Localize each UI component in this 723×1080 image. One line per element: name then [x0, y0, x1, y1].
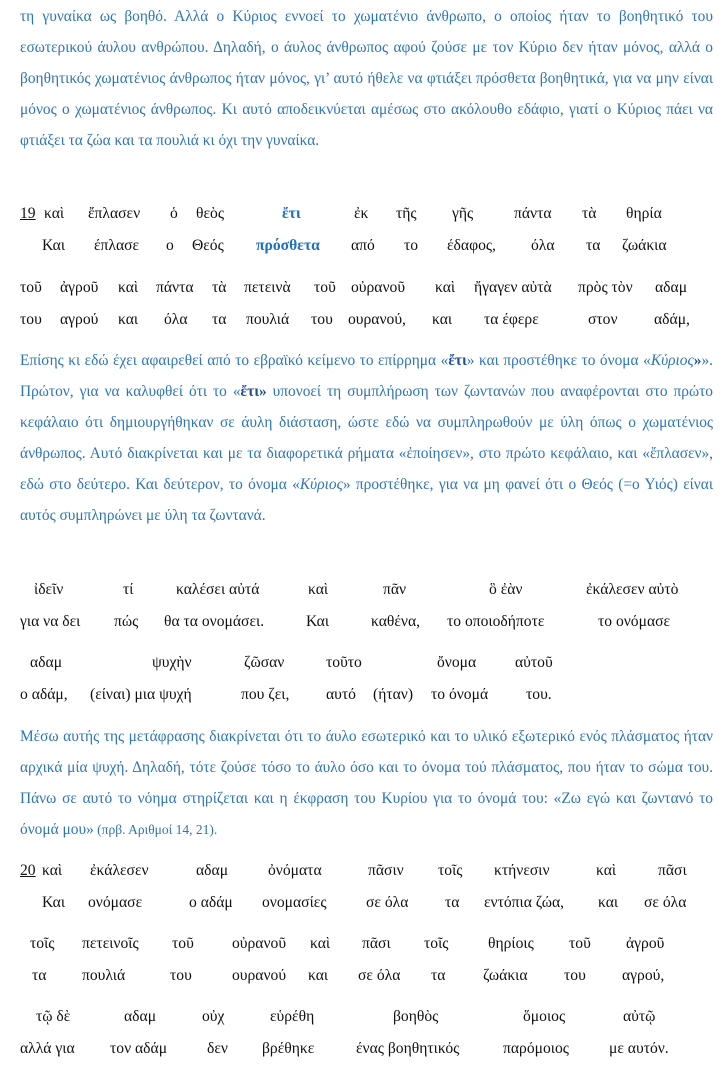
greek-word: πᾶν	[383, 581, 407, 598]
greek-word: πᾶσι	[658, 862, 687, 879]
modern-word: έπλασε	[94, 237, 140, 254]
commentary-intro: τη γυναίκα ως βοηθό. Αλλά ο Κύριος εννοεί το χωματένιο άνθρωπο, ο οποίος ήταν το βοηθητικό του εσωτερικού άυλου ανθρώπου. Δηλαδή, ο άυλος άνθρωπος αφού ζούσε με τον Κύριο δεν ήταν μόνος, αλλά ο βοηθητικός χωματένιος άνθρωπος ήταν μόνος, γι’ αυτό ήθελε να φτιάξει πρόσθετα βοηθητικά, για να μην είναι μόνος ο χωματένιος άνθρωπος. Κι αυτό αποδεικνύεται αμέσως στο ακόλουθο εδάφιο, γιατί ο Κύριος πάει να φτιάξει τα ζώα και τα πουλιά κι όχι την γυναίκα.	[20, 8, 713, 149]
modern-word: όλα	[164, 311, 188, 328]
greek-word: αὐτοῦ	[515, 654, 553, 671]
modern-word: με αυτόν.	[609, 1040, 669, 1057]
greek-word: καλέσει αὐτά	[176, 581, 260, 598]
modern-word: (ήταν)	[373, 686, 414, 703]
modern-word: έδαφος,	[447, 237, 496, 254]
interlinear-modern-row	[0, 1040, 723, 1062]
modern-word: τον αδάμ	[110, 1040, 168, 1057]
modern-word: πρόσθετα	[256, 237, 320, 254]
modern-word: (είναι) μια ψυχή	[90, 686, 192, 703]
greek-word: καὶ	[308, 581, 329, 598]
emphasis-eti-2: ἔτι»	[240, 383, 267, 400]
greek-word: εὑρέθη	[270, 1008, 315, 1025]
modern-word: τα	[445, 894, 460, 911]
greek-word: τῷ δὲ	[36, 1008, 71, 1025]
greek-word: ὁ	[170, 205, 178, 222]
modern-word: και	[598, 894, 619, 911]
greek-word: τοῦ	[172, 935, 194, 952]
verse-number: 20	[20, 862, 36, 879]
modern-word: θα τα ονομάσει.	[164, 613, 265, 630]
modern-word: αυτό	[326, 686, 356, 703]
interlinear-greek-row	[0, 279, 723, 301]
modern-word: στον	[588, 311, 618, 328]
greek-word: τὰ	[212, 279, 227, 296]
greek-word: θηρίοις	[488, 935, 534, 952]
modern-word: τα	[431, 967, 446, 984]
greek-word: θηρία	[626, 205, 662, 222]
greek-word: ὀνόματα	[268, 862, 322, 879]
greek-word: ψυχὴν	[152, 654, 192, 671]
greek-word: τῆς	[396, 205, 417, 222]
greek-word: ἐκ	[354, 205, 369, 222]
greek-word: ἰδεῖν	[34, 581, 64, 598]
greek-word: καὶ	[118, 279, 139, 296]
interlinear-modern-row	[0, 311, 723, 333]
modern-word: του	[564, 967, 586, 984]
modern-word: όλα	[531, 237, 555, 254]
greek-word: τοῖς	[424, 935, 449, 952]
interlinear-modern-row	[0, 967, 723, 989]
greek-word: ὃ ἐὰν	[489, 581, 523, 598]
greek-word: τοῦ	[314, 279, 336, 296]
modern-word: το	[404, 237, 419, 254]
modern-word: βρέθηκε	[262, 1040, 315, 1057]
greek-word: οὐχ	[202, 1008, 225, 1025]
emphasis-kyrios: Κύριος	[650, 352, 694, 369]
modern-word: και	[118, 311, 139, 328]
greek-word: τοῦτο	[326, 654, 362, 671]
greek-word: γῆς	[452, 205, 474, 222]
modern-word: αγρού,	[622, 967, 665, 984]
interlinear-greek-row	[0, 581, 723, 603]
modern-word: αλλά για	[20, 1040, 75, 1057]
greek-word: οὐρανοῦ	[232, 935, 287, 952]
interlinear-modern-row	[0, 894, 723, 916]
modern-word: το οποιοδήποτε	[447, 613, 545, 630]
modern-word: αγρού	[60, 311, 99, 328]
greek-word: καὶ	[44, 205, 65, 222]
greek-word: πᾶσιν	[368, 862, 404, 879]
interlinear-greek-row	[0, 1008, 723, 1030]
modern-word: ο αδάμ,	[20, 686, 68, 703]
modern-word: σε όλα	[358, 967, 401, 984]
greek-word: ἔτι	[282, 205, 301, 222]
greek-word: κτήνεσιν	[494, 862, 550, 879]
greek-word: καὶ	[42, 862, 63, 879]
greek-word: τὰ	[582, 205, 597, 222]
modern-word: τα	[32, 967, 47, 984]
modern-word: καθένα,	[371, 613, 421, 630]
greek-word: οὐρανοῦ	[351, 279, 406, 296]
modern-word: σε όλα	[644, 894, 687, 911]
modern-word: ζωάκια	[622, 237, 667, 254]
greek-word: ἐκάλεσεν	[90, 862, 149, 879]
modern-word: για να δει	[20, 613, 81, 630]
greek-word: καὶ	[596, 862, 617, 879]
modern-word: δεν	[207, 1040, 228, 1057]
modern-word: και	[308, 967, 329, 984]
interlinear-greek-row	[0, 862, 723, 884]
modern-word: πουλιά	[82, 967, 126, 984]
greek-word: τοῦ	[569, 935, 591, 952]
greek-word: αδαμ	[196, 862, 229, 879]
modern-word: του	[311, 311, 333, 328]
interlinear-modern-row	[0, 613, 723, 635]
greek-word: πετεινοῖς	[82, 935, 139, 952]
greek-word: τοῖς	[30, 935, 55, 952]
greek-word: αδαμ	[30, 654, 63, 671]
modern-word: εντόπια ζώα,	[484, 894, 565, 911]
greek-word: πάντα	[514, 205, 552, 222]
modern-word: παρόμοιος	[503, 1040, 569, 1057]
modern-word: ένας βοηθητικός	[356, 1040, 460, 1057]
greek-word: τοῦ	[20, 279, 42, 296]
greek-word: ὅμοιος	[523, 1008, 566, 1025]
greek-word: πᾶσι	[362, 935, 391, 952]
greek-word: καὶ	[435, 279, 456, 296]
modern-word: Και	[42, 894, 66, 911]
greek-word: τί	[123, 581, 134, 598]
modern-word: αδάμ,	[654, 311, 690, 328]
modern-word: το όνομά	[431, 686, 489, 703]
modern-word: που ζει,	[241, 686, 290, 703]
modern-word: ουρανού,	[348, 311, 406, 328]
modern-word: τα	[586, 237, 601, 254]
interlinear-greek-row	[0, 935, 723, 957]
greek-word: θεὸς	[196, 205, 224, 222]
greek-word: τοῖς	[438, 862, 463, 879]
modern-word: του.	[526, 686, 552, 703]
modern-word: τα έφερε	[484, 311, 539, 328]
modern-word: σε όλα	[366, 894, 409, 911]
greek-word: αδαμ	[124, 1008, 157, 1025]
interlinear-greek-row	[0, 654, 723, 676]
greek-word: ζῶσαν	[244, 654, 285, 671]
modern-word: του	[170, 967, 192, 984]
greek-word: ἀγροῦ	[626, 935, 665, 952]
greek-word: καὶ	[310, 935, 331, 952]
modern-word: τα	[212, 311, 227, 328]
interlinear-greek-row	[0, 205, 723, 227]
modern-word: Και	[42, 237, 66, 254]
modern-word: ο	[166, 237, 174, 254]
modern-word: του	[20, 311, 42, 328]
modern-word: Θεός	[192, 237, 224, 254]
modern-word: ουρανού	[232, 967, 287, 984]
greek-word: πάντα	[156, 279, 194, 296]
interlinear-modern-row	[0, 686, 723, 708]
greek-word: ἤγαγεν αὐτὰ	[474, 279, 552, 296]
modern-word: και	[432, 311, 453, 328]
greek-word: πετεινὰ	[244, 279, 291, 296]
modern-word: ο αδάμ	[189, 894, 233, 911]
verse-number: 19	[20, 205, 36, 222]
modern-word: πώς	[114, 613, 139, 630]
modern-word: πουλιά	[246, 311, 290, 328]
greek-word: ἐκάλεσεν αὐτὸ	[586, 581, 679, 598]
commentary-paragraph: Επίσης κι εδώ έχει αφαιρεθεί από το εβραϊκό κείμενο το επίρρημα «ἔτι» και προστέθηκε το όνομα «Κύριος»». Πρώτον, για να καλυφθεί ότι το «ἔτι» υπονοεί τη συμπλήρωση των ζωντανών που αναφέρονται στο πρώτο κεφάλαιο ότι δημιουργήθηκαν σε άυλη διάσταση, ώστε εδώ να συμπληρωθούν με ύλη όπως ο χωματένιος άνθρωπος. Αυτό διακρίνεται και με τα διαφορετικά ρήματα «ἐποίησεν», στο πρώτο κεφάλαιο, και «ἔπλασεν», εδώ στο δεύτερο. Και δεύτερον, το όνομα «Κύριος» προστέθηκε, για να μη φανεί ότι ο Θεός (=ο Υιός) είναι αυτός συμπληρώνει με ύλη τα ζωντανά.	[20, 352, 713, 524]
modern-word: ονομασίες	[262, 894, 327, 911]
emphasis-kyrios-2: Κύριος	[299, 476, 343, 493]
greek-word: πρὸς τὸν	[578, 279, 633, 296]
modern-word: Και	[306, 613, 330, 630]
emphasis-eti: ἔτι	[448, 352, 467, 369]
greek-word: βοηθὸς	[393, 1008, 439, 1025]
modern-word: ονόμασε	[88, 894, 143, 911]
greek-word: αδαμ	[655, 279, 688, 296]
interlinear-modern-row	[0, 237, 723, 259]
greek-word: ἔπλασεν	[88, 205, 141, 222]
modern-word: ζωάκια	[483, 967, 528, 984]
greek-word: αὐτῷ	[623, 1008, 656, 1025]
greek-word: ἀγροῦ	[60, 279, 99, 296]
commentary-paragraph: Μέσω αυτής της μετάφρασης διακρίνεται ότι το άυλο εσωτερικό και το υλικό εξωτερικό ενός πλάσματος ήταν αρχικά μία ψυχή. Δηλαδή, τότε ζούσε τόσο το άυλο όσο και το όνομα τού πλάσματος, που ήταν το σώμα του. Πάνω σε αυτό το νόημα στηρίζεται και η έκφραση του Κυρίου για το όνομά του: «Ζω εγώ και ζωντανό το όνομά μου» (πρβ. Αριθμοί 14, 21).	[20, 728, 713, 838]
modern-word: το ονόμασε	[598, 613, 671, 630]
greek-word: ὄνομα	[437, 654, 477, 671]
modern-word: από	[351, 237, 375, 254]
